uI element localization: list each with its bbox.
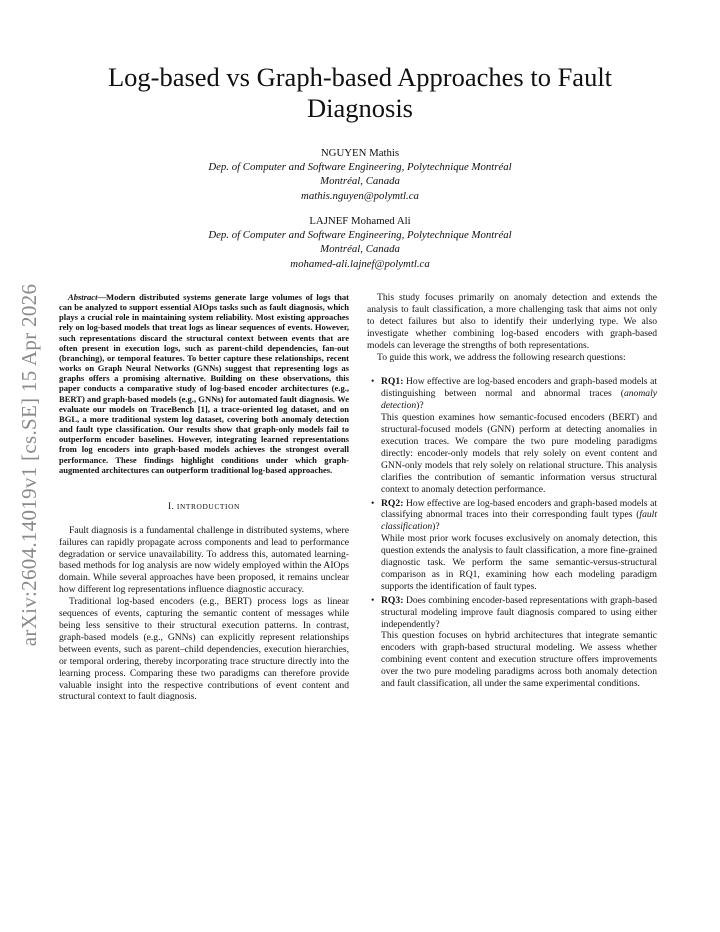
rq-detail: This question focuses on hybrid architectures that integrate semantic encoders with graph-based structural modeling. We assess whether combining event content and execution structure offers improvements over the two pure modeling paradigms across both anomaly detection and fault classification, all under the same experimental conditions.: [381, 630, 657, 690]
section-number: I.: [168, 500, 175, 511]
research-questions-list: [367, 376, 657, 690]
author-name: LAJNEF Mohamed Ali: [309, 215, 411, 227]
rq-question-text: How effective are log-based encoders and graph-based models at distinguishing between normal and abnormal traces (: [381, 376, 657, 400]
author-name: NGUYEN Mathis: [320, 147, 400, 159]
list-item: [371, 497, 657, 593]
rq-detail: This question examines how semantic-focused encoders (BERT) and structural-focused models (GNN) perform at detecting anomalies in execution traces. We compare the two pure modeling paradigms directly: encoder-only models that rely solely on event content and GNN-only models that rely solely on relational structure. This analysis clarifies the contribution of semantic information versus structural context to anomaly detection performance.: [381, 412, 657, 495]
section-title: INTRODUCTION: [176, 501, 240, 511]
intro-paragraph: Traditional log-based encoders (e.g., BERT) process logs as linear sequences of events, capturing the semantic content of messages while being less sensitive to their structural execution patterns. In contrast, graph-based models (e.g., GNNs) can explicitly represent relationships between events, such as parent–child dependencies, execution hierarchies, or temporal ordering, thereby incorporating trace structure directly into the learning process. Comparing these two paradigms can therefore provide valuable insight into the respective contributions of event content and structural context to fault diagnosis.: [59, 596, 349, 703]
rq-question-text: How effective are log-based encoders and graph-based models at classifying abnormal traces into their corresponding fault types (: [381, 497, 657, 521]
left-column: [59, 292, 349, 703]
rq-question: [381, 498, 657, 534]
author-affiliation: Dep. of Computer and Software Engineering, Polytechnique Montréal: [208, 161, 512, 174]
abstract-label: Abstract: [68, 292, 98, 302]
rq-question: [381, 595, 657, 631]
bullet-icon: •: [371, 497, 375, 509]
right-column: [367, 292, 657, 692]
author-location: Montréal, Canada: [320, 243, 400, 256]
list-item: [371, 594, 657, 690]
rq-label: RQ1:: [381, 376, 404, 388]
arxiv-identifier: arXiv:2604.14019v1 [cs.SE] 15 Apr 2026: [17, 283, 41, 647]
rq-question-emphasis: anomaly detection: [381, 388, 657, 412]
rq-label: RQ2:: [381, 497, 404, 509]
list-item: [371, 376, 657, 495]
rq-question-end: )?: [416, 400, 424, 412]
intro-paragraph: Fault diagnosis is a fundamental challenge in distributed systems, where failures can rapidly propagate across components and lead to performance degradation or service unavailability. To address this, automated learning-based methods for log analysis are now widely employed within the AIOps domain. While several approaches have been proposed, it remains unclear how different log representations influence diagnostic accuracy.: [59, 524, 349, 596]
rq-question: [381, 376, 657, 412]
bullet-icon: •: [371, 594, 375, 606]
body-paragraph: This study focuses primarily on anomaly detection and extends the analysis to fault classification, a more challenging task that aims not only to detect failures but also to identify their underlying type. We also investigate whether combining log-based encoders with graph-based models can leverage the strengths of both representations.: [367, 292, 657, 351]
author-block-1: [100, 146, 620, 203]
author-location: Montréal, Canada: [320, 175, 400, 188]
paper-title: Log-based vs Graph-based Approaches to Fault Diagnosis: [107, 62, 613, 123]
rq-question-end: )?: [432, 521, 440, 533]
rq-question-text: Does combining encoder-based representations with graph-based structural modeling improve fault diagnosis compared to using either independently?: [381, 594, 657, 630]
author-email[interactable]: mohamed-ali.lajnef@polymtl.ca: [290, 257, 430, 270]
author-block-2: [100, 214, 620, 271]
bullet-icon: •: [371, 376, 375, 388]
abstract-text: —Modern distributed systems generate large volumes of logs that can be analyzed to support essential AIOps tasks such as fault diagnosis, which plays a crucial role in maintaining system reliability. Most existing approaches rely on log-based models that treat logs as linear sequences of events. However, such representations discard the structural context between events that are often present in execution logs, such as parent-child dependencies, fan-out (branching), or temporal features. To better capture these relationships, recent works on Graph Neural Networks (GNNs) suggest that representing logs as graphs offers a promising alternative. Building on these observations, this paper conducts a comparative study of log-based encoder architectures (e.g., BERT) and graph-based models (e.g., GNNs) for automated fault diagnosis. We evaluate our models on TraceBench [1], a trace-oriented log dataset, and on BGL, a more traditional system log dataset, covering both anomaly detection and fault type classification. Our results show that graph-only models fail to outperform encoder baselines. However, integrating learned representations from log encoders into graph-based models achieves the strongest overall performance. These findings highlight conditions under which graph-augmented architectures can outperform traditional log-based approaches.: [59, 292, 349, 475]
rq-detail: While most prior work focuses exclusively on anomaly detection, this question extends the analysis to fault classification, a more fine-grained diagnostic task. We perform the same semantic-versus-structural comparison as in RQ1, examining how each modeling paradigm supports the identification of fault types.: [381, 533, 657, 592]
author-affiliation: Dep. of Computer and Software Engineering, Polytechnique Montréal: [208, 229, 512, 242]
rq-question-emphasis: fault classification: [381, 509, 657, 533]
body-paragraph: To guide this work, we address the following research questions:: [377, 351, 626, 363]
rq-label: RQ3:: [381, 594, 404, 606]
author-email[interactable]: mathis.nguyen@polymtl.ca: [301, 189, 419, 202]
abstract: [59, 292, 349, 475]
section-heading-introduction: [59, 501, 349, 513]
